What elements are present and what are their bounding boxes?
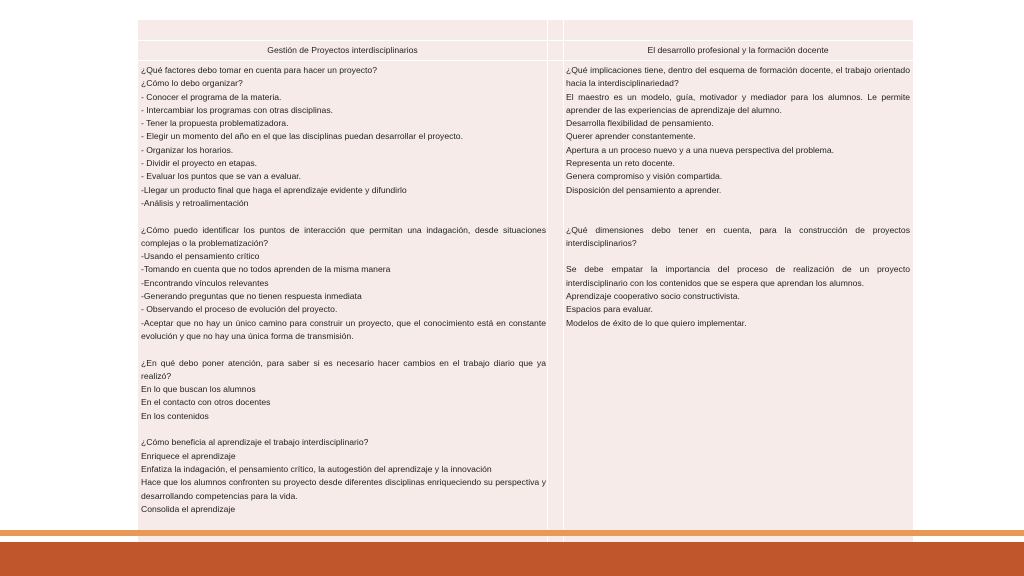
text-line: - Observando el proceso de evolución del proyecto. — [141, 304, 338, 315]
text-line: -Análisis y retroalimentación — [141, 197, 249, 208]
text-line: ¿Cómo lo debo organizar? — [141, 78, 243, 89]
blank-line — [566, 250, 910, 263]
text-line: -Generando preguntas que no tienen respuesta inmediata — [141, 291, 362, 302]
text-line: - Organizar los horarios. — [141, 144, 234, 155]
text-line: El maestro es un modelo, guía, motivador y mediador para los alumnos. Le permite aprender de las experiencias de aprendizaje del alumno. — [566, 91, 910, 115]
left-column-text — [141, 64, 546, 516]
text-line: Modelos de éxito de lo que quiero implementar. — [566, 317, 747, 328]
blank-line — [566, 197, 910, 210]
text-line: Enfatiza la indagación, el pensamiento crítico, la autogestión del aprendizaje y la innovación — [141, 463, 492, 474]
row-divider — [138, 60, 913, 61]
text-line: En los contenidos — [141, 410, 209, 421]
footer-bar — [0, 542, 1024, 576]
text-line: Genera compromiso y visión compartida. — [566, 171, 723, 182]
text-line: Espacios para evaluar. — [566, 304, 653, 315]
text-line: Enriquece el aprendizaje — [141, 450, 236, 461]
text-line: ¿En qué debo poner atención, para saber si es necesario hacer cambios en el trabajo diario que ya realizó? — [141, 357, 546, 381]
text-line: - Intercambiar los programas con otras disciplinas. — [141, 104, 334, 115]
text-line: ¿Qué dimensiones debo tener en cuenta, para la construcción de proyectos interdisciplinarios? — [566, 224, 910, 248]
text-line: En lo que buscan los alumnos — [141, 384, 256, 395]
blank-line — [566, 210, 910, 223]
text-line: En el contacto con otros docentes — [141, 397, 271, 408]
right-column-text — [566, 64, 910, 330]
text-line: ¿Cómo puedo identificar los puntos de interacción que permitan una indagación, desde situaciones complejas o la problematización? — [141, 224, 546, 248]
text-line: Representa un reto docente. — [566, 158, 675, 169]
text-line: Disposición del pensamiento a aprender. — [566, 184, 722, 195]
accent-stripe — [0, 530, 1024, 536]
text-line: - Evaluar los puntos que se van a evaluar. — [141, 171, 302, 182]
text-line: Aprendizaje cooperativo socio constructivista. — [566, 291, 740, 302]
header-left: Gestión de Proyectos interdisciplinarios — [267, 45, 418, 55]
text-line: Querer aprender constantemente. — [566, 131, 696, 142]
blank-line — [141, 423, 546, 436]
text-line: ¿Qué factores debo tomar en cuenta para hacer un proyecto? — [141, 65, 377, 75]
column-divider — [547, 20, 548, 542]
text-line: ¿Cómo beneficia al aprendizaje el trabajo interdisciplinario? — [141, 437, 369, 448]
text-line: Hace que los alumnos confronten su proyecto desde diferentes disciplinas enriqueciendo su perspectiva y desarrollando competencias para la vida. — [141, 477, 546, 501]
column-divider — [563, 20, 564, 542]
text-line: -Encontrando vínculos relevantes — [141, 277, 269, 288]
content-table — [138, 20, 913, 542]
blank-line — [141, 343, 546, 356]
text-line: - Conocer el programa de la materia. — [141, 91, 282, 102]
text-line: -Tomando en cuenta que no todos aprenden de la misma manera — [141, 264, 391, 275]
text-line: - Dividir el proyecto en etapas. — [141, 158, 258, 169]
text-line: -Usando el pensamiento crítico — [141, 251, 260, 262]
text-line: Consolida el aprendizaje — [141, 503, 236, 514]
text-line: Apertura a un proceso nuevo y a una nueva perspectiva del problema. — [566, 144, 835, 155]
text-line: - Elegir un momento del año en el que las disciplinas puedan desarrollar el proyecto. — [141, 131, 463, 142]
text-line: - Tener la propuesta problematizadora. — [141, 118, 289, 129]
text-line: ¿Qué implicaciones tiene, dentro del esquema de formación docente, el trabajo orientado hacia la interdisciplinariedad? — [566, 65, 910, 89]
blank-line — [141, 210, 546, 223]
header-right: El desarrollo profesional y la formación docente — [647, 45, 829, 55]
text-line: -Llegar un producto final que haga el aprendizaje evidente y difundirlo — [141, 184, 407, 195]
text-line: Desarrolla flexibilidad de pensamiento. — [566, 118, 714, 129]
text-line: Se debe empatar la importancia del proceso de realización de un proyecto interdisciplinario con los contenidos que se espera que aprendan los alumnos. — [566, 264, 910, 288]
text-line: -Aceptar que no hay un único camino para construir un proyecto, que el conocimiento está en constante evolución y que no hay una única forma de transmisión. — [141, 317, 546, 341]
